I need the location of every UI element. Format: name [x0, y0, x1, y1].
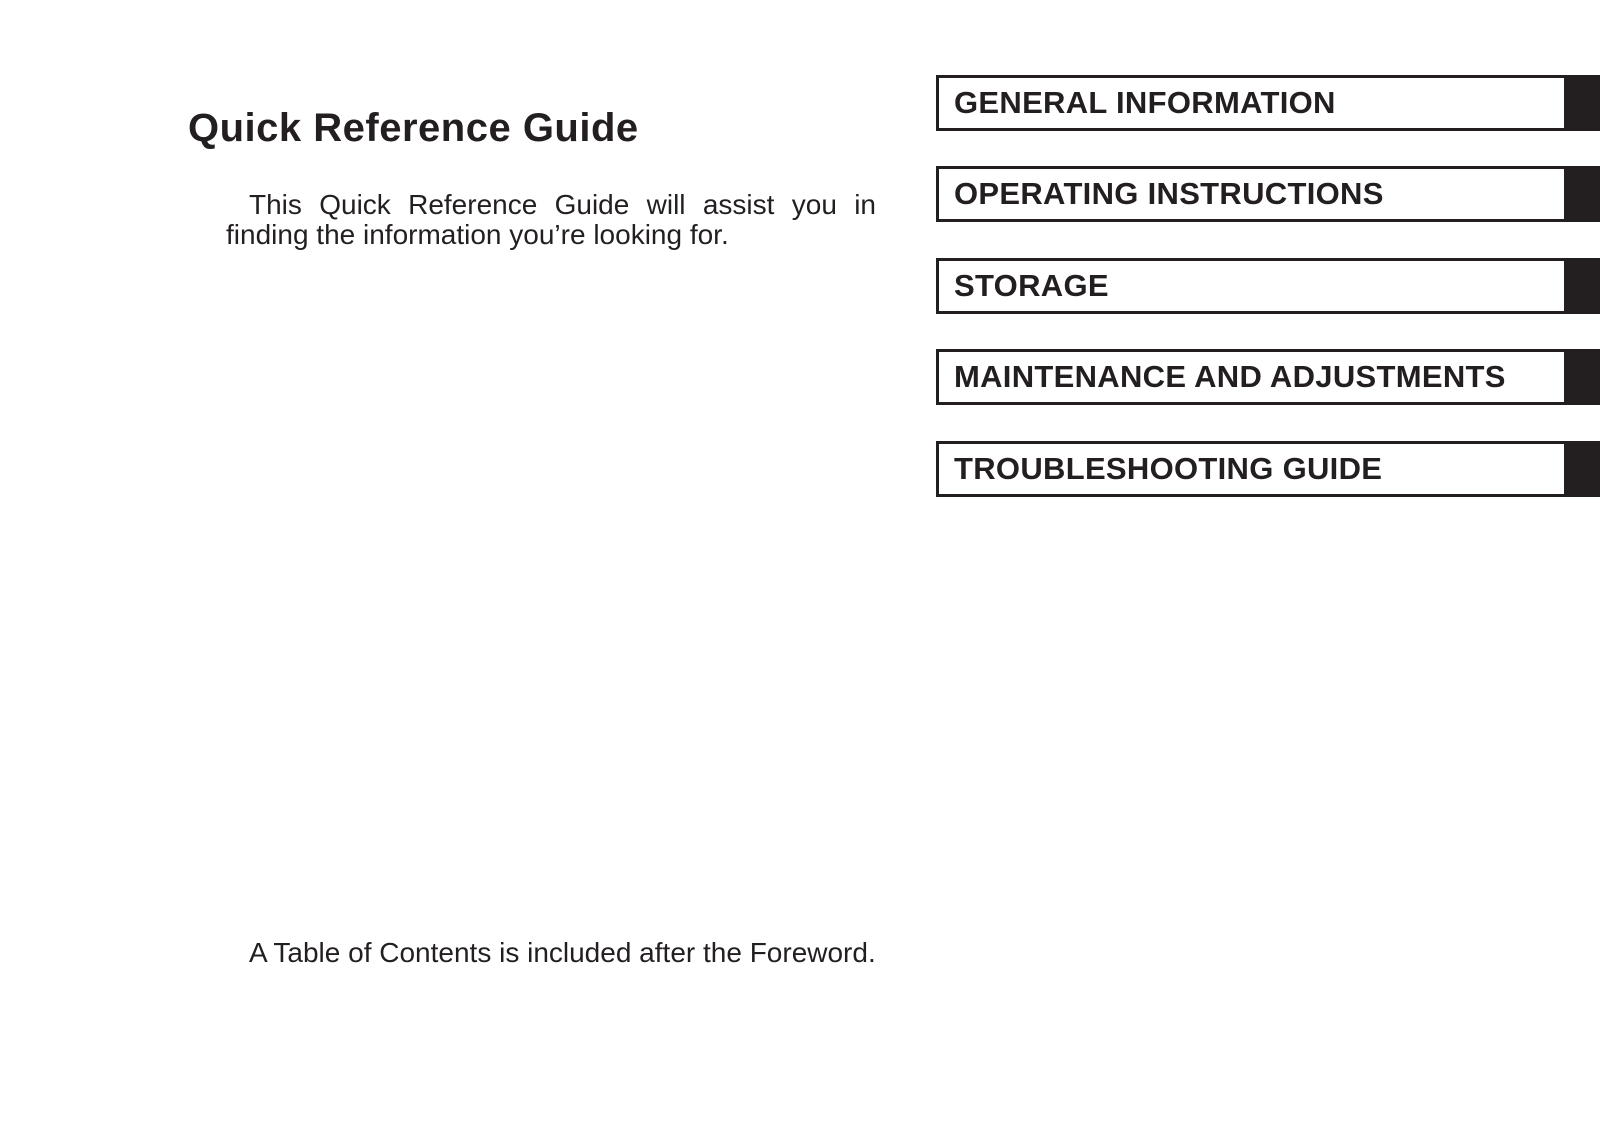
tab-edge-marker — [1564, 169, 1600, 219]
tab-general-information[interactable] — [936, 75, 1600, 131]
tab-edge-marker — [1564, 352, 1600, 402]
tab-maintenance-and-adjustments[interactable] — [936, 349, 1600, 405]
page-title: Quick Reference Guide — [188, 106, 639, 150]
tab-operating-instructions[interactable] — [936, 166, 1600, 222]
intro-paragraph: This Quick Reference Guide will assist you in finding the information you’re looking for. — [226, 189, 876, 250]
tab-troubleshooting-guide[interactable] — [936, 441, 1600, 497]
tab-label: GENERAL INFORMATION — [954, 85, 1336, 120]
tab-label: TROUBLESHOOTING GUIDE — [954, 451, 1383, 486]
tab-label: STORAGE — [954, 268, 1109, 303]
tab-edge-marker — [1564, 78, 1600, 128]
tab-storage[interactable] — [936, 258, 1600, 314]
tab-edge-marker — [1564, 444, 1600, 494]
tab-label: OPERATING INSTRUCTIONS — [954, 176, 1384, 211]
table-of-contents-note: A Table of Contents is included after the Foreword. — [249, 937, 876, 968]
tab-label: MAINTENANCE AND ADJUSTMENTS — [954, 359, 1506, 394]
tab-edge-marker — [1564, 261, 1600, 311]
